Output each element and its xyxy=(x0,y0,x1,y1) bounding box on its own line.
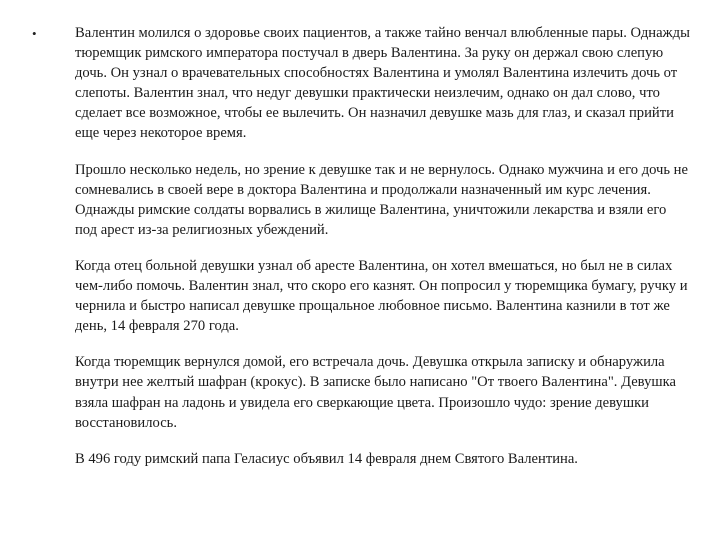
paragraph-3: Когда отец больной девушки узнал об аресте Валентина, он хотел вмешаться, но был не в силах чем-либо помочь. Валентин знал, что скоро его казнят. Он попросил у тюремщика бумагу, ручку и чернила и быстро написал девушке прощальное любовное письмо. Валентина казнили в тот же день, 14 февраля 270 года. xyxy=(75,257,688,335)
paragraph-2: Прошло несколько недель, но зрение к девушке так и не вернулось. Однако мужчина и его дочь не сомневались в своей вере в доктора Валентина и продолжали назначенный им курс лечения. Однажды римские солдаты ворвались в жилище Валентина, уничтожили лекарства и взяли его под арест из-за религиозных убеждений. xyxy=(75,161,688,238)
document-body xyxy=(75,23,690,469)
paragraph-5: В 496 году римский папа Геласиус объявил 14 февраля днем Святого Валентина. xyxy=(75,450,578,467)
paragraph-4: Когда тюремщик вернулся домой, его встречала дочь. Девушка открыла записку и обнаружила внутри нее желтый шафран (крокус). В записке было написано "От твоего Валентина". Девушка взяла шафран на ладонь и увидела его сверкающие цвета. Произошло чудо: зрение девушки восстановилось. xyxy=(75,354,676,431)
paragraph-1: Валентин молился о здоровье своих пациентов, а также тайно венчал влюбленные пары. Однажды тюремщик римского императора постучал в дверь Валентина. За руку он держал свою слепую дочь. Он узнал о врачевательных способностях Валентина и умолял Валентина излечить дочь от слепоты. Валентин знал, что недуг девушки практически неизлечим, однако он дал слово, что сделает все возможное, чтобы ее вылечить. Он назначил девушке мазь для глаз, и сказал прийти еще через некоторое время. xyxy=(75,25,690,142)
bullet-marker: • xyxy=(32,26,37,41)
